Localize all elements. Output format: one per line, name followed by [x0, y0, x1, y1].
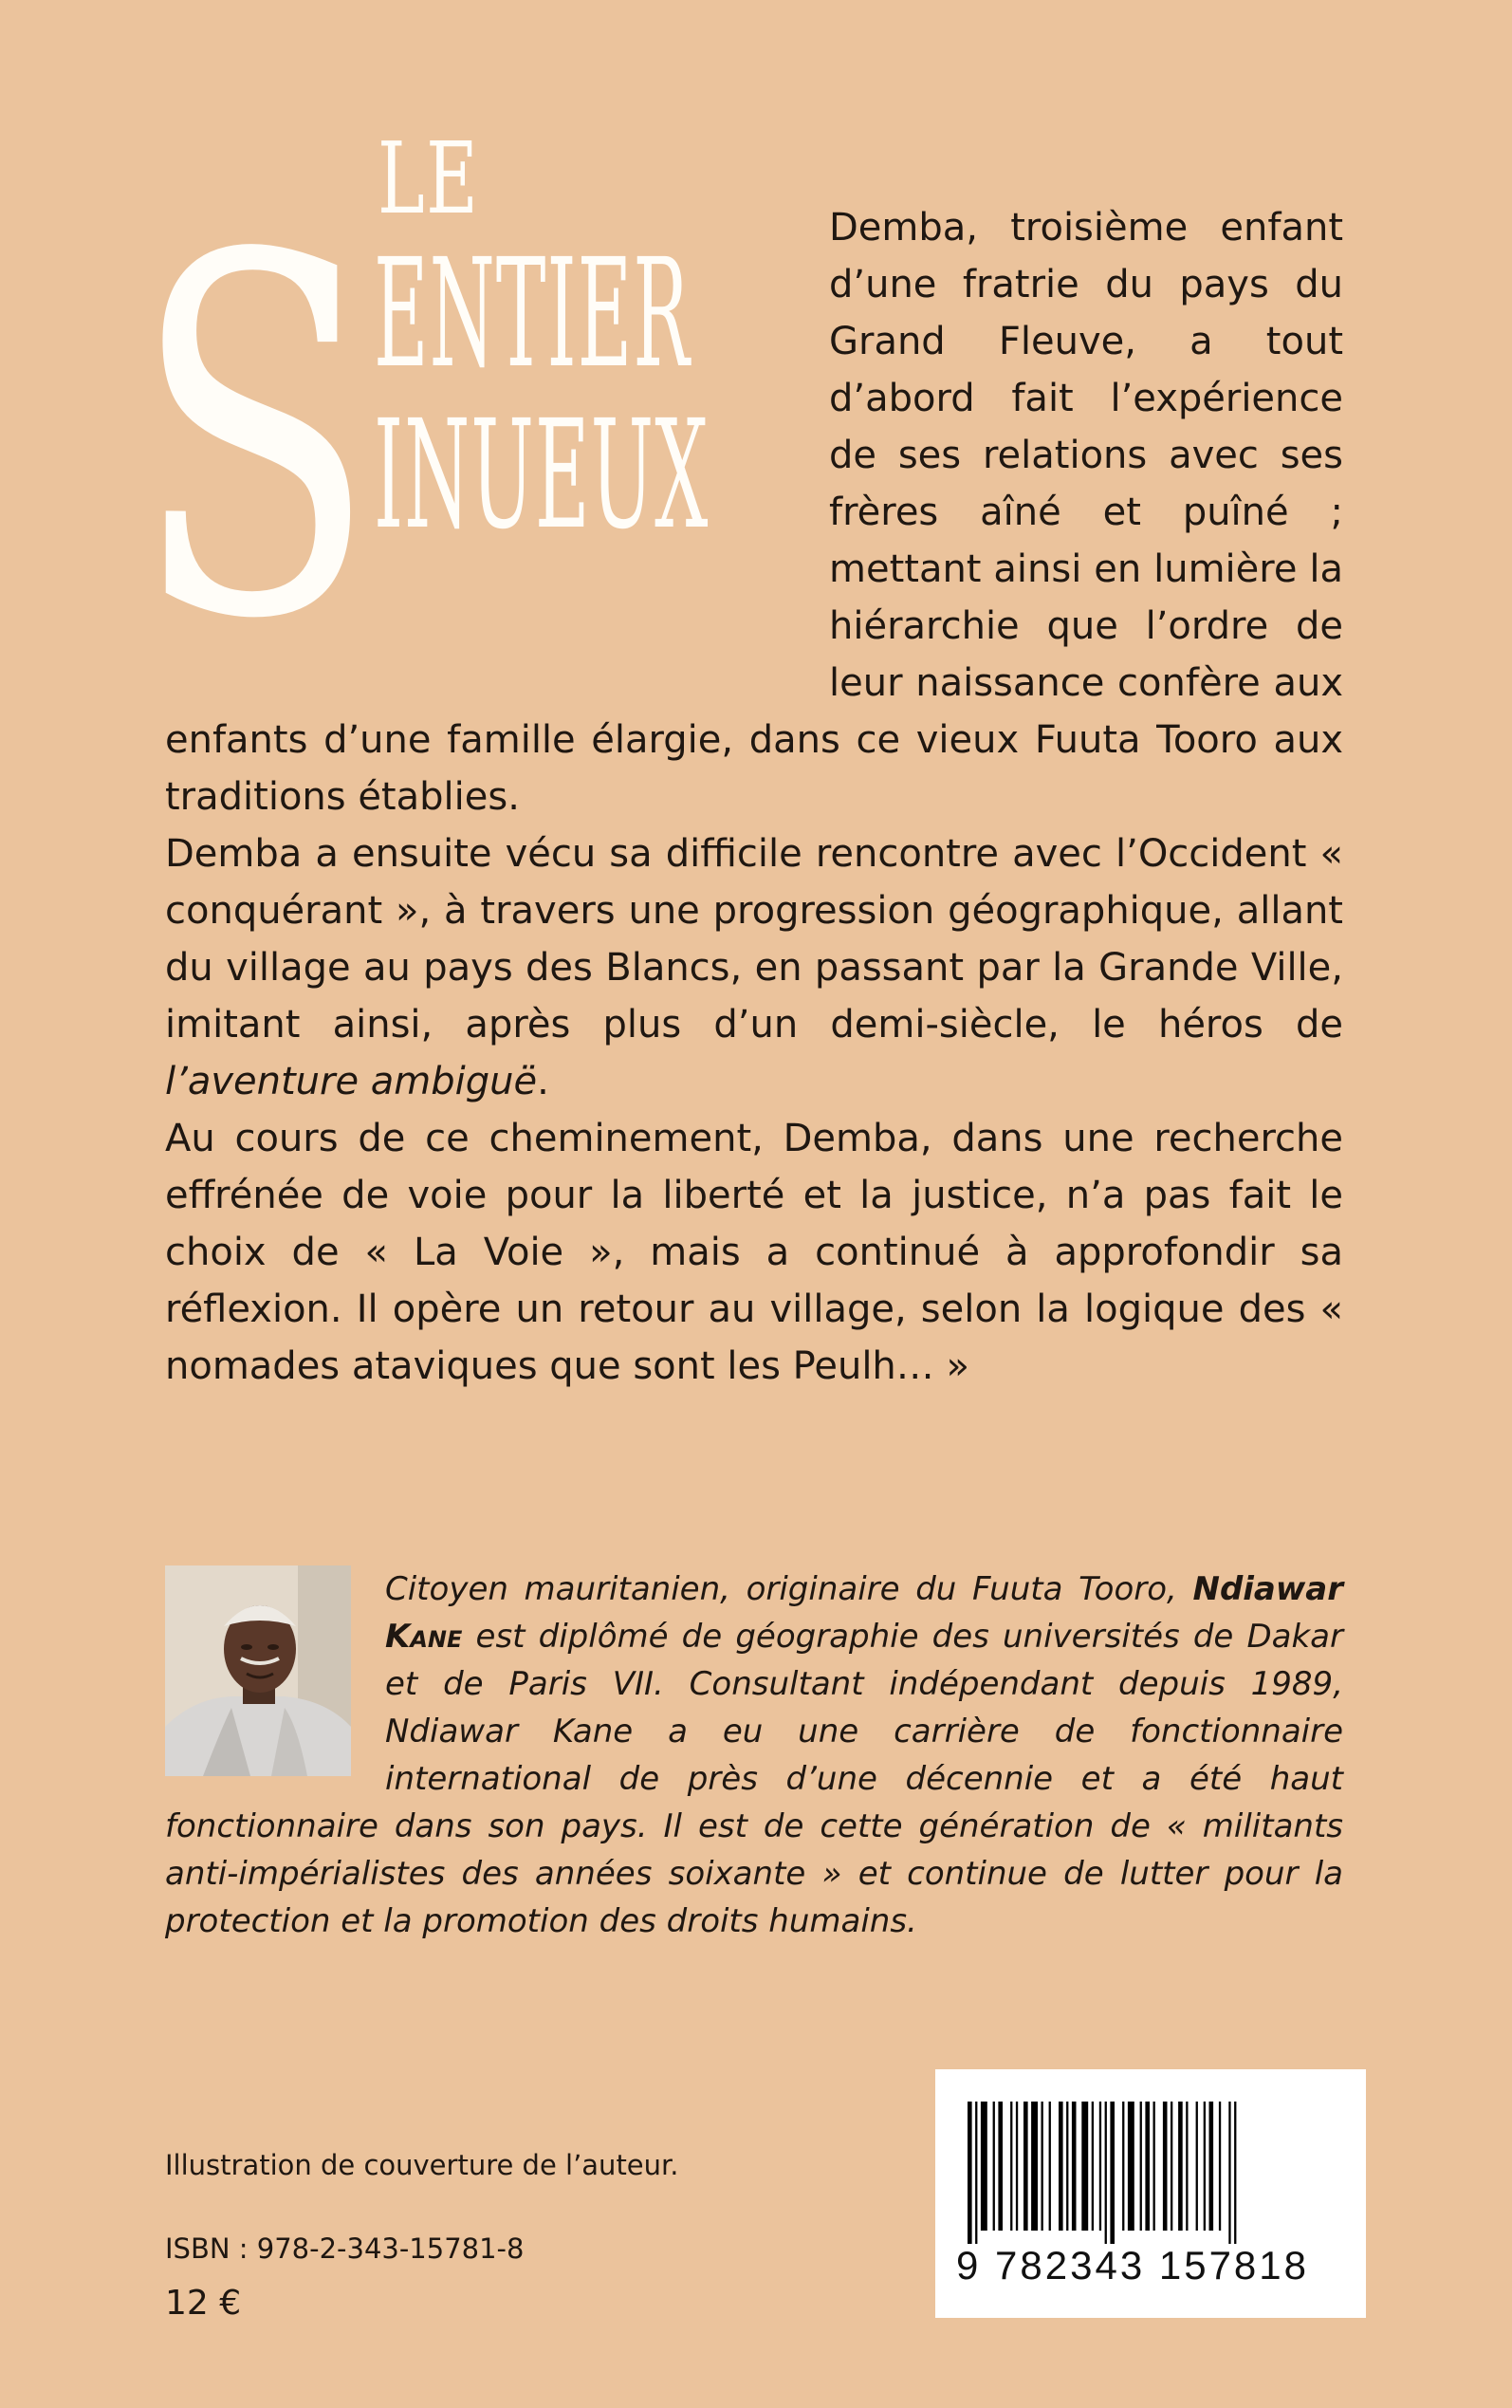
- barcode-bar: [1122, 2102, 1124, 2231]
- barcode-bar: [1010, 2102, 1012, 2231]
- barcode-bar: [1171, 2102, 1172, 2231]
- isbn: ISBN : 978-2-343-15781-8: [165, 2232, 525, 2265]
- barcode-digits: 9 782343 157818: [956, 2243, 1309, 2288]
- barcode-bar: [1234, 2102, 1236, 2244]
- barcode-bar: [1105, 2102, 1107, 2244]
- author-bio: Citoyen mauritanien, originaire du Fuuta Tooro, Ndiawar Kane est diplômé de géographie des universités de Dakar et de Paris VII. Consultant indépendant depuis 1989, Ndiawar Kane a eu une carrière de fonctionnaire international de près d’une décennie et a été haut fonctionnaire dans son pays. Il est de cette génération de « militants anti-impérialistes des années soixante » et continue de lutter pour la protection et la promotion des droits humains.: [165, 1570, 1343, 1940]
- author-first-name: Ndiawar: [1192, 1570, 1343, 1608]
- author-portrait-image: [165, 1565, 351, 1776]
- title-initial-s: S: [133, 152, 377, 727]
- synopsis-paragraph-3: Au cours de ce cheminement, Demba, dans une recherche effrénée de voie pour la liberté et la justice, n’a pas fait le choix de « La Voie », mais a continué à approfondir sa réflexion. Il opère un retour au village, selon la logique des « nomades ataviques que sont les Peulh… »: [165, 1117, 1343, 1388]
- title-word-entier: ENTIER: [374, 227, 691, 401]
- barcode-bar: [1016, 2102, 1018, 2231]
- barcode-bar: [998, 2102, 1003, 2231]
- author-section: [165, 1565, 1343, 1945]
- barcode-bar: [981, 2102, 987, 2231]
- title-word-le: LE: [378, 120, 480, 236]
- barcode-bar: [1092, 2102, 1094, 2231]
- barcode-bar: [975, 2102, 977, 2244]
- barcode-bar: [1209, 2102, 1214, 2231]
- price: 12 €: [165, 2284, 242, 2323]
- barcode-bar: [1228, 2102, 1230, 2244]
- barcode-bar: [1145, 2102, 1150, 2231]
- synopsis: [165, 199, 1343, 1395]
- synopsis-paragraph-2: Demba a ensuite vécu sa difficile rencontre avec l’Occident « conquérant », à travers une progression géographique, allant du village au pays des Blancs, en passant par la Grande Ville, imitant ainsi, après plus d’un demi-siècle, le héros de l’aventure ambiguë.: [165, 832, 1343, 1103]
- barcode-bar: [1066, 2102, 1068, 2231]
- barcode-bar: [1059, 2102, 1063, 2231]
- barcode: [935, 2069, 1366, 2318]
- barcode-bar: [968, 2102, 972, 2244]
- barcode-bars: [964, 2102, 1343, 2244]
- barcode-bar: [1031, 2102, 1038, 2231]
- barcode-bar: [1178, 2102, 1183, 2231]
- barcode-bar: [1099, 2102, 1101, 2231]
- barcode-bar: [1110, 2102, 1115, 2244]
- barcode-bar: [1219, 2102, 1221, 2231]
- book-reference: l’aventure ambiguë: [165, 1060, 538, 1103]
- synopsis-paragraph-1: Demba, troisième enfant d’une fratrie du pays du Grand Fleuve, a tout d’abord fait l’expérience de ses relations avec ses frères aîné et puîné ; mettant ainsi en lumière la hiérarchie que l’ordre de leur naissance confère aux enfants d’une famille élargie, dans ce vieux Fuuta Tooro aux traditions établies.: [165, 206, 1343, 819]
- barcode-bar: [1196, 2102, 1198, 2231]
- author-photo: [165, 1565, 351, 1776]
- barcode-bar: [1204, 2102, 1206, 2231]
- illustration-credit: Illustration de couverture de l’auteur.: [165, 2149, 679, 2181]
- barcode-bar: [1186, 2102, 1188, 2231]
- barcode-bar: [1163, 2102, 1168, 2231]
- barcode-bar: [1081, 2102, 1088, 2231]
- barcode-bar: [1128, 2102, 1134, 2231]
- barcode-bar: [993, 2102, 995, 2231]
- author-last-name: Kane: [385, 1618, 463, 1656]
- barcode-bar: [1042, 2102, 1043, 2231]
- barcode-bar: [1072, 2102, 1077, 2231]
- barcode-bar: [1153, 2102, 1155, 2231]
- barcode-bar: [1140, 2102, 1142, 2231]
- barcode-bar: [1023, 2102, 1028, 2231]
- barcode-bar: [1049, 2102, 1051, 2231]
- title-word-inueux: INUEUX: [374, 388, 710, 563]
